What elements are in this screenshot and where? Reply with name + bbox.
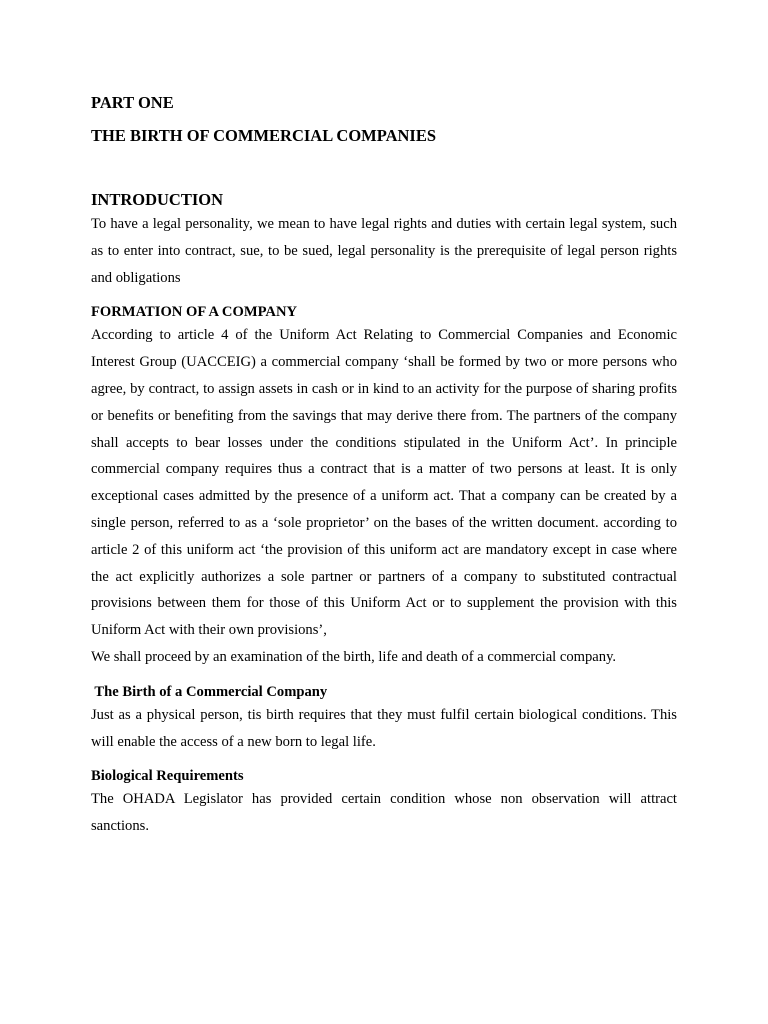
proceed-paragraph: We shall proceed by an examination of the birth, life and death of a commercial company. (91, 648, 617, 665)
introduction-heading: INTRODUCTION (91, 190, 224, 209)
biological-requirements-paragraph: The OHADA Legislator has provided certain condition whose non observation will attract sanctions. (91, 791, 677, 835)
biological-requirements-heading: Biological Requirements (91, 768, 244, 785)
birth-heading: The Birth of a Commercial Company (91, 683, 328, 700)
birth-paragraph: Just as a physical person, tis birth requires that they must fulfil certain biological conditions. This will enable the access of a new born to legal life. (91, 706, 677, 750)
part-title: THE BIRTH OF COMMERCIAL COMPANIES (91, 126, 437, 145)
formation-paragraph: According to article 4 of the Uniform Act Relating to Commercial Companies and Economic Interest Group (UACCEIG) a commercial company ‘shall be formed by two or more persons who agree, by contract, to assign assets in cash or in kind to an activity for the purpose of sharing profits or benefits or benefiting from the savings that may derive there from. The partners of the company shall accepts to bear losses under the conditions stipulated in the Uniform Act’. In principle commercial company requires thus a contract that is a matter of two persons at least. It is only exceptional cases admitted by the presence of a uniform act. That a company can be created by a single person, referred to as a ‘sole proprietor’ on the bases of the written document. according to article 2 of this uniform act ‘the provision of this uniform act are mandatory except in case where the act explicitly authorizes a sole partner or partners of a company to substituted contractual provisions between them for those of this Uniform Act or to supplement the provision with this Uniform Act with their own provisions’, (91, 327, 677, 639)
introduction-paragraph: To have a legal personality, we mean to have legal rights and duties with certain legal system, such as to enter into contract, sue, to be sued, legal personality is the prerequisite of legal person rights and obligations (91, 216, 677, 286)
part-label: PART ONE (91, 93, 174, 112)
formation-heading: FORMATION OF A COMPANY (91, 304, 298, 321)
